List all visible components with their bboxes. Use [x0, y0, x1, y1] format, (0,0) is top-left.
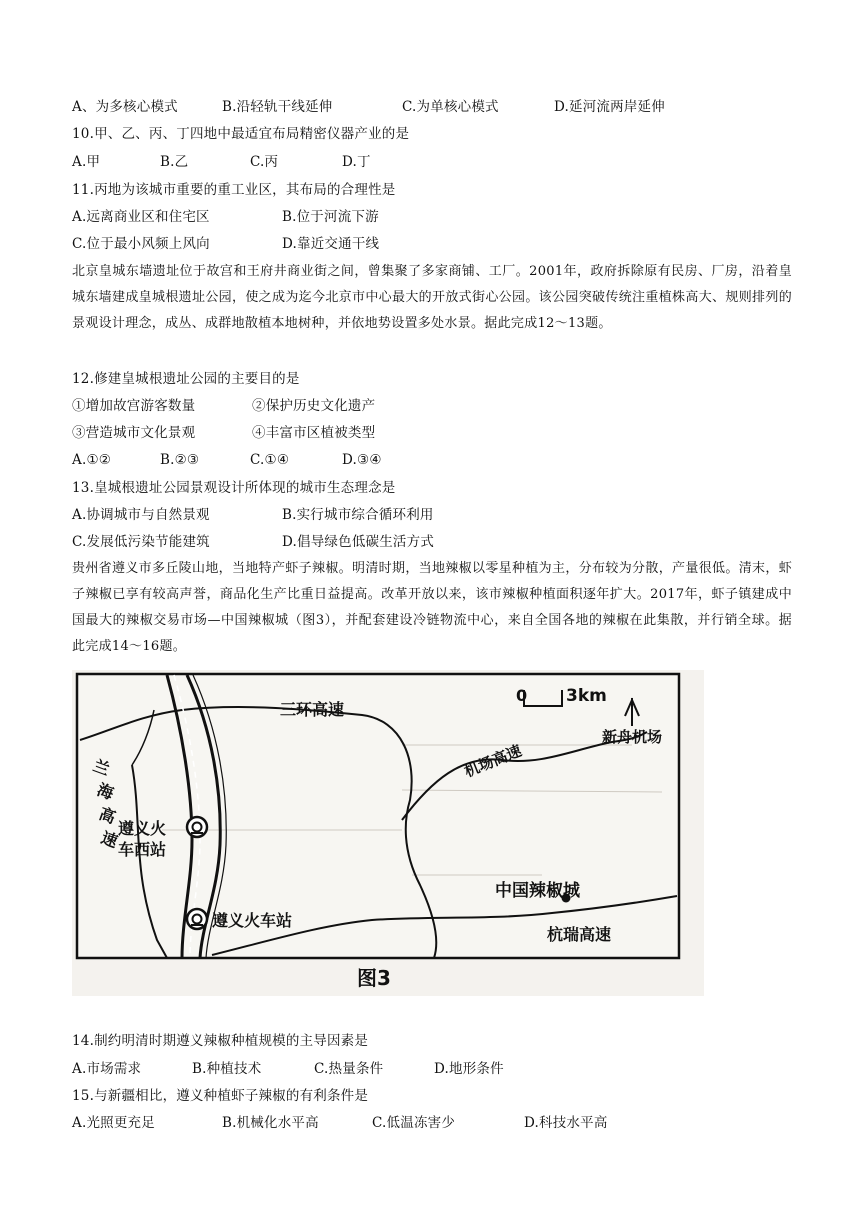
q9-option-b: B.沿轻轨干线延伸 — [222, 99, 333, 115]
q13-option-d: D.倡导绿色低碳生活方式 — [282, 534, 435, 550]
q15-option-d: D.科技水平高 — [524, 1115, 608, 1131]
q13-stem: 13.皇城根遗址公园景观设计所体现的城市生态理念是 — [72, 480, 396, 496]
q10-option-c: C.丙 — [250, 154, 279, 170]
q12-option-d: D.③④ — [342, 452, 382, 468]
map-svg — [72, 670, 704, 996]
q15-option-c: C.低温冻害少 — [372, 1115, 456, 1131]
label-lanhai-2: 海 — [94, 779, 117, 804]
q14-option-a: A.市场需求 — [72, 1061, 142, 1077]
label-airport-expressway: 机场高速 — [461, 741, 525, 781]
scale-zero-label: 0 — [516, 686, 528, 705]
q15-option-b: B.机械化水平高 — [222, 1115, 319, 1131]
label-sanhuan-expressway: 三环高速 — [280, 700, 345, 719]
q13-option-a: A.协调城市与自然景观 — [72, 507, 210, 523]
q12-option-a: A.①② — [72, 452, 112, 468]
q15-stem: 15.与新疆相比，遵义种植虾子辣椒的有利条件是 — [72, 1088, 369, 1104]
map-frame — [77, 674, 679, 958]
q14-option-b: B.种植技术 — [192, 1061, 262, 1077]
q11-option-a: A.远离商业区和住宅区 — [72, 209, 210, 225]
q13-option-b: B.实行城市综合循环利用 — [282, 507, 434, 523]
label-lanhai-4: 速 — [98, 827, 121, 852]
passage-zunyi-chili: 贵州省遵义市多丘陵山地，当地特产虾子辣椒。明清时期，当地辣椒以零星种植为主，分布较为分散，产量很低。清末，虾子辣椒已享有较高声誉，商品化生产比重日益提高。改革开放以来，该市辣椒种植面积逐年扩大。2017年，虾子镇建成中国最大的辣椒交易市场—中国辣椒城（图3），并配套建设冷链物流中心，来自全国各地的辣椒在此集散，并行销全球。据此完成14～16题。 — [72, 561, 792, 654]
q10-stem: 10.甲、乙、丙、丁四地中最适宜布局精密仪器产业的是 — [72, 126, 410, 142]
q10-option-b: B.乙 — [160, 154, 189, 170]
q10-option-d: D.丁 — [342, 154, 371, 170]
label-hangrui-expressway: 杭瑞高速 — [547, 925, 612, 944]
q15-option-a: A.光照更充足 — [72, 1115, 155, 1131]
label-lanhai-1: 兰 — [90, 755, 113, 780]
q12-item-1: ①增加故宫游客数量 — [72, 398, 196, 414]
figure-caption: 图3 — [357, 966, 391, 990]
q13-option-c: C.发展低污染节能建筑 — [72, 534, 210, 550]
q12-stem: 12.修建皇城根遗址公园的主要目的是 — [72, 371, 300, 387]
q12-item-2: ②保护历史文化遗产 — [252, 398, 376, 414]
q11-stem: 11.丙地为该城市重要的重工业区，其布局的合理性是 — [72, 182, 396, 198]
q14-option-d: D.地形条件 — [434, 1061, 504, 1077]
q11-option-b: B.位于河流下游 — [282, 209, 379, 225]
q12-item-3: ③营造城市文化景观 — [72, 425, 196, 441]
railway-station-icon — [187, 909, 207, 929]
q12-item-4: ④丰富市区植被类型 — [252, 425, 376, 441]
q9-option-c: C.为单核心模式 — [402, 99, 499, 115]
q11-option-d: D.靠近交通干线 — [282, 236, 380, 252]
q11-option-c: C.位于最小风频上风向 — [72, 236, 210, 252]
railway-station-icon — [187, 817, 207, 837]
label-zunyi-station: 遵义火车站 — [212, 911, 293, 930]
figure-3-map — [72, 670, 704, 996]
q12-option-c: C.①④ — [250, 452, 290, 468]
q12-option-b: B.②③ — [160, 452, 200, 468]
label-west-station-1: 遵义火 — [118, 819, 167, 838]
scale-distance-label: 3km — [566, 686, 607, 706]
label-lanhai-3: 高 — [96, 803, 119, 828]
q14-stem: 14.制约明清时期遵义辣椒种植规模的主导因素是 — [72, 1033, 369, 1049]
passage-huangcheng: 北京皇城东墙遗址位于故宫和王府井商业街之间，曾集聚了多家商铺、工厂。2001年，政府拆除原有民房、厂房，沿着皇城东墙建成皇城根遗址公园，使之成为迄今北京市中心最大的开放式街心公园。该公园突破传统注重植株高大、规则排列的景观设计理念，成丛、成群地散植本地树种，并依地势设置多处水景。据此完成12～13题。 — [72, 264, 792, 331]
q14-option-c: C.热量条件 — [314, 1061, 384, 1077]
q9-option-a: A、为多核心模式 — [72, 99, 178, 115]
label-xinzhou-airport: 新舟机场 — [602, 728, 663, 746]
label-west-station-2: 车西站 — [118, 840, 167, 859]
q10-option-a: A.甲 — [72, 154, 101, 170]
q9-option-d: D.延河流两岸延伸 — [554, 99, 665, 115]
label-chili-city: 中国辣椒城 — [495, 881, 580, 901]
